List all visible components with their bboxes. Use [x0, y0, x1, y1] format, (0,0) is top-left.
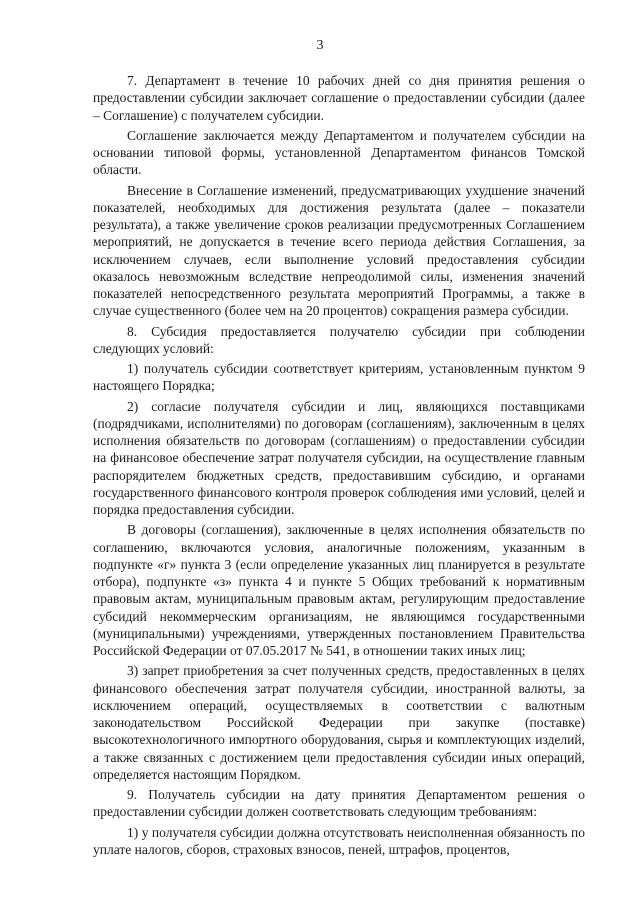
page-number: 3: [316, 38, 324, 53]
paragraph-agreement-changes: Внесение в Соглашение изменений, предусматривающих ухудшение значений показателей, необходимых для достижения результата (далее – показатели результата), а также увеличение сроков реализации предусмотренных Соглашением мероприятий, не допускается в течение всего периода действия Соглашения, за исключением случаев, если выполнение условий предоставления субсидии оказалось невозможным вследствие непреодолимой силы, изменения значений показателей непосредственного результата мероприятий Программы, а также в случае существенного (более чем на 20 процентов) сокращения размера субсидии.: [93, 182, 585, 319]
paragraph-contracts: В договоры (соглашения), заключенные в целях исполнения обязательств по соглашению, включаются условия, аналогичные положениям, указанным в подпункте «г» пункта 3 (если определение указанных лиц планируется в результате отбора), подпункте «з» пункта 4 и пункте 5 Общих требований к нормативным правовым актам, муниципальным правовым актам, регулирующим предоставление субсидий некоммерческим организациям, не являющимся государственными (муниципальными) учреждениями, утвержденных постановлением Правительства Российской Федерации от 07.05.2017 № 541, в отношении таких иных лиц;: [93, 522, 585, 658]
paragraph-9: 9. Получатель субсидии на дату принятия Департаментом решения о предоставлении субсидии должен соответствовать следующим требованиям:: [93, 787, 585, 820]
document-body: [93, 72, 585, 861]
paragraph-8: 8. Субсидия предоставляется получателю субсидии при соблюдении следующих условий:: [93, 323, 585, 356]
paragraph-8-item-3: 3) запрет приобретения за счет полученных средств, предоставленных в целях финансового обеспечения затрат получателя субсидии, иностранной валюты, за исключением операций, осуществляемых в соответствии с валютным законодательством Российской Федерации при закупке (поставке) высокотехнологичного импортного оборудования, сырья и комплектующих изделий, а также связанных с достижением цели предоставления субсидии иных операций, определяется настоящим Порядком.: [93, 663, 585, 782]
paragraph-7: 7. Департамент в течение 10 рабочих дней со дня принятия решения о предоставлении субсидии заключает соглашение о предоставлении субсидии (далее – Соглашение) с получателем субсидии.: [93, 73, 585, 123]
paragraph-8-item-2: 2) согласие получателя субсидии и лиц, являющихся поставщиками (подрядчиками, исполнителями) по договорам (соглашениям), заключенным в целях исполнения обязательств по договорам (соглашениям) о предоставлении субсидии на финансовое обеспечение затрат получателя субсидии, на осуществление главным распорядителем бюджетных средств, предоставившим субсидию, и органами государственного финансового контроля проверок соблюдения ими условий, целей и порядка предоставления субсидии.: [93, 398, 585, 517]
paragraph-9-item-1: 1) у получателя субсидии должна отсутствовать неисполненная обязанность по уплате налогов, сборов, страховых взносов, пеней, штрафов, процентов,: [93, 824, 585, 857]
paragraph-8-item-1: 1) получатель субсидии соответствует критериям, установленным пунктом 9 настоящего Порядка;: [93, 361, 585, 394]
paragraph-agreement-basis: Соглашение заключается между Департаментом и получателем субсидии на основании типовой формы, установленной Департаментом финансов Томской области.: [93, 127, 585, 178]
